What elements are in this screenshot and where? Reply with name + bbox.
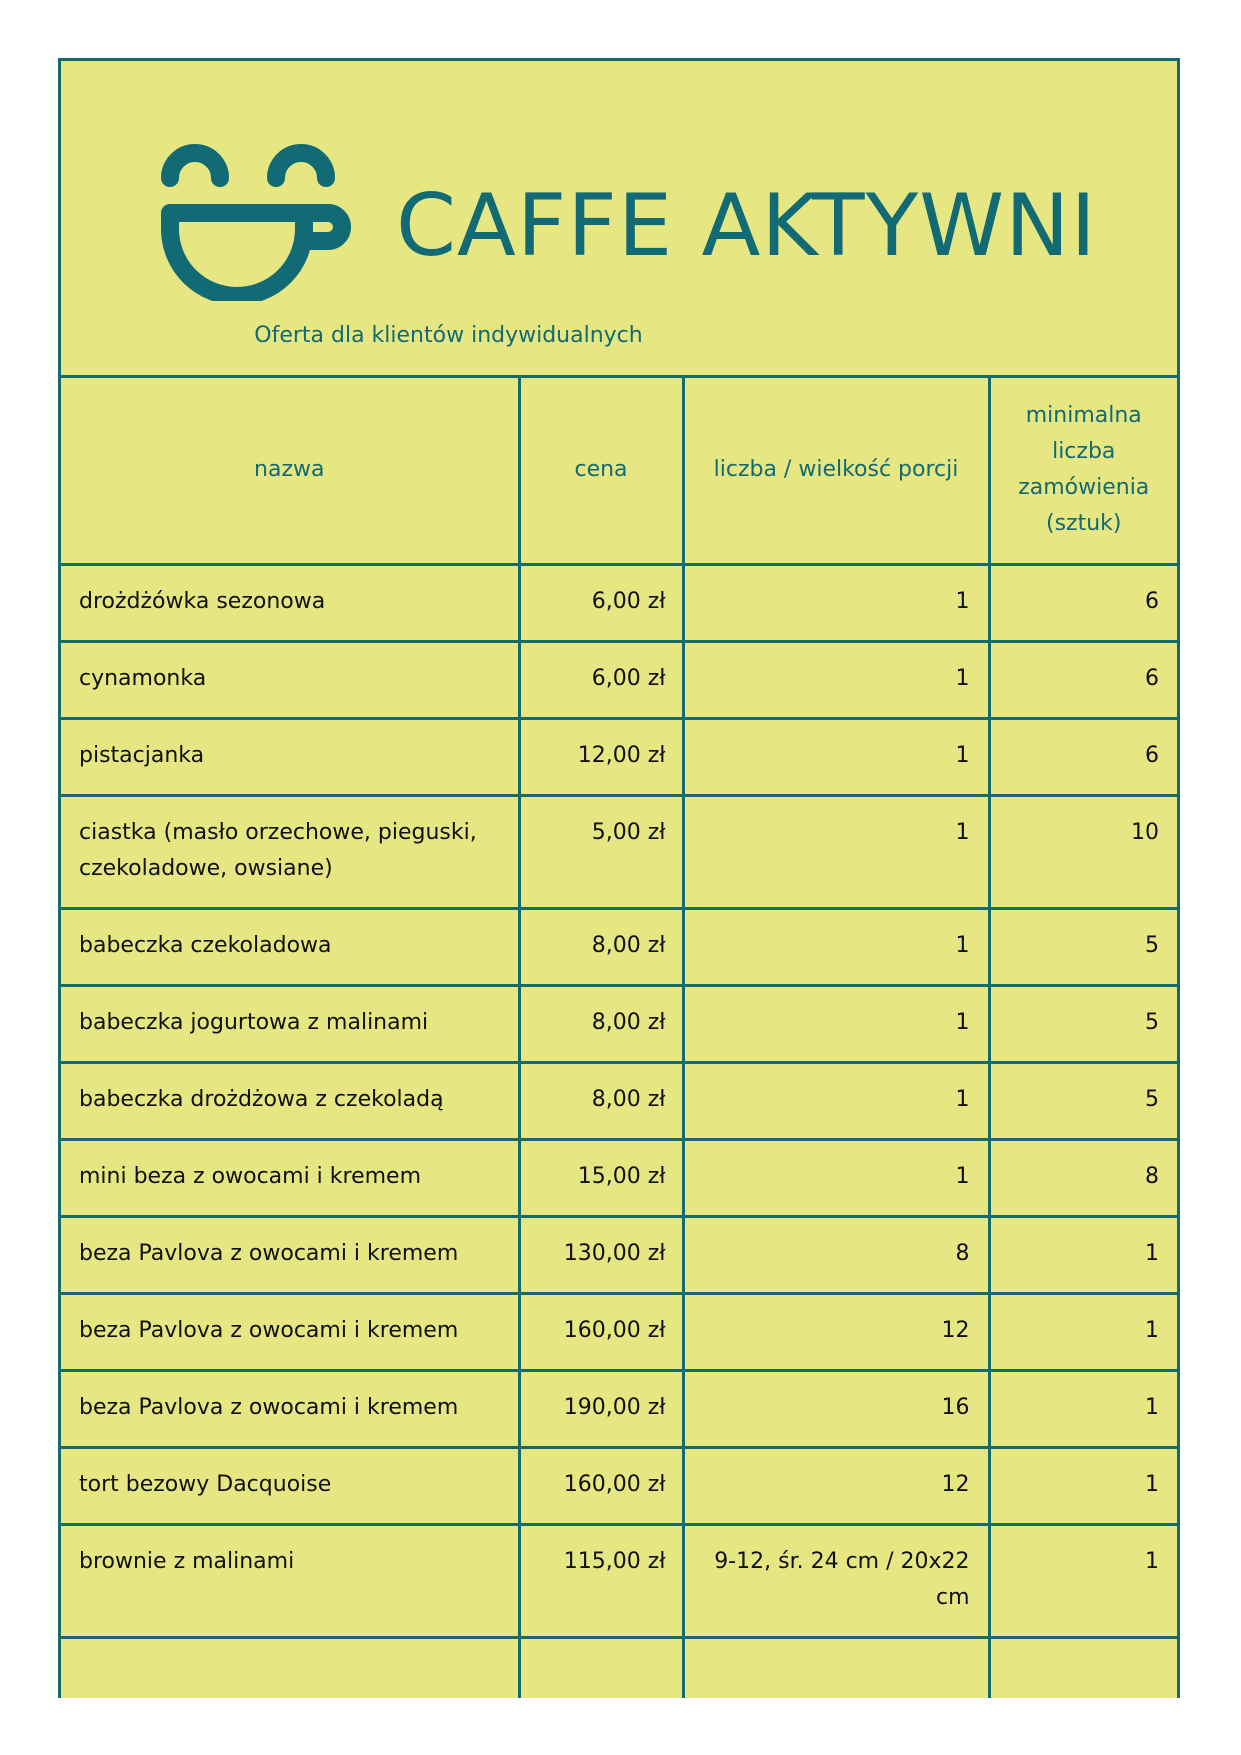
offer-sheet <box>58 58 1180 1698</box>
product-name: mini beza z owocami i kremem <box>61 1139 519 1216</box>
portion-size: 8 <box>683 1216 989 1293</box>
portion-size: 1 <box>683 564 989 641</box>
table-row <box>61 564 1177 641</box>
table-row <box>61 718 1177 795</box>
product-name: pistacjanka <box>61 718 519 795</box>
column-header-name: nazwa <box>61 378 519 564</box>
product-price: 190,00 zł <box>519 1370 683 1447</box>
portion-size: 1 <box>683 795 989 908</box>
product-price: 8,00 zł <box>519 908 683 985</box>
table-row <box>61 1139 1177 1216</box>
min-order: 6 <box>989 641 1177 718</box>
empty-cell <box>61 1637 519 1698</box>
product-name: babeczka czekoladowa <box>61 908 519 985</box>
min-order: 1 <box>989 1524 1177 1637</box>
product-name: beza Pavlova z owocami i kremem <box>61 1370 519 1447</box>
min-order: 5 <box>989 1062 1177 1139</box>
portion-size: 1 <box>683 1139 989 1216</box>
table-row <box>61 1062 1177 1139</box>
portion-size: 1 <box>683 718 989 795</box>
table-row <box>61 1370 1177 1447</box>
min-order: 1 <box>989 1370 1177 1447</box>
product-name: tort bezowy Dacquoise <box>61 1447 519 1524</box>
min-order: 6 <box>989 564 1177 641</box>
min-order: 6 <box>989 718 1177 795</box>
product-price: 6,00 zł <box>519 564 683 641</box>
product-price: 15,00 zł <box>519 1139 683 1216</box>
column-header-portion: liczba / wielkość porcji <box>683 378 989 564</box>
min-order: 8 <box>989 1139 1177 1216</box>
portion-size: 12 <box>683 1447 989 1524</box>
min-order: 1 <box>989 1216 1177 1293</box>
min-order: 1 <box>989 1447 1177 1524</box>
product-price: 5,00 zł <box>519 795 683 908</box>
product-price: 8,00 zł <box>519 985 683 1062</box>
product-price: 160,00 zł <box>519 1293 683 1370</box>
portion-size: 1 <box>683 985 989 1062</box>
min-order: 5 <box>989 985 1177 1062</box>
page-subtitle: Oferta dla klientów indywidualnych <box>254 323 643 348</box>
product-price: 12,00 zł <box>519 718 683 795</box>
product-name: drożdżówka sezonowa <box>61 564 519 641</box>
product-name: babeczka drożdżowa z czekoladą <box>61 1062 519 1139</box>
table-row <box>61 1447 1177 1524</box>
product-price: 115,00 zł <box>519 1524 683 1637</box>
portion-size: 9-12, śr. 24 cm / 20x22 cm <box>683 1524 989 1637</box>
smiling-cup-icon <box>158 141 354 301</box>
product-price: 130,00 zł <box>519 1216 683 1293</box>
table-row <box>61 1293 1177 1370</box>
table-row <box>61 641 1177 718</box>
portion-size: 1 <box>683 1062 989 1139</box>
product-price: 8,00 zł <box>519 1062 683 1139</box>
brand-name: CAFFE AKTYWNI <box>396 176 1097 276</box>
empty-cell <box>683 1637 989 1698</box>
product-price: 160,00 zł <box>519 1447 683 1524</box>
column-header-min-order: minimalna liczba zamówienia (sztuk) <box>989 378 1177 564</box>
product-name: brownie z malinami <box>61 1524 519 1637</box>
portion-size: 12 <box>683 1293 989 1370</box>
table-header-row <box>61 378 1177 564</box>
column-header-price: cena <box>519 378 683 564</box>
table-row <box>61 1216 1177 1293</box>
product-name: cynamonka <box>61 641 519 718</box>
table-row-empty <box>61 1637 1177 1698</box>
min-order: 1 <box>989 1293 1177 1370</box>
header <box>61 61 1177 378</box>
product-name: beza Pavlova z owocami i kremem <box>61 1293 519 1370</box>
min-order: 5 <box>989 908 1177 985</box>
table-row <box>61 908 1177 985</box>
product-name: beza Pavlova z owocami i kremem <box>61 1216 519 1293</box>
price-table <box>61 378 1177 1698</box>
product-price: 6,00 zł <box>519 641 683 718</box>
product-name: babeczka jogurtowa z malinami <box>61 985 519 1062</box>
product-name: ciastka (masło orzechowe, pieguski, czekoladowe, owsiane) <box>61 795 519 908</box>
table-row <box>61 985 1177 1062</box>
empty-cell <box>519 1637 683 1698</box>
portion-size: 16 <box>683 1370 989 1447</box>
empty-cell <box>989 1637 1177 1698</box>
table-row <box>61 1524 1177 1637</box>
table-row <box>61 795 1177 908</box>
min-order: 10 <box>989 795 1177 908</box>
portion-size: 1 <box>683 641 989 718</box>
portion-size: 1 <box>683 908 989 985</box>
